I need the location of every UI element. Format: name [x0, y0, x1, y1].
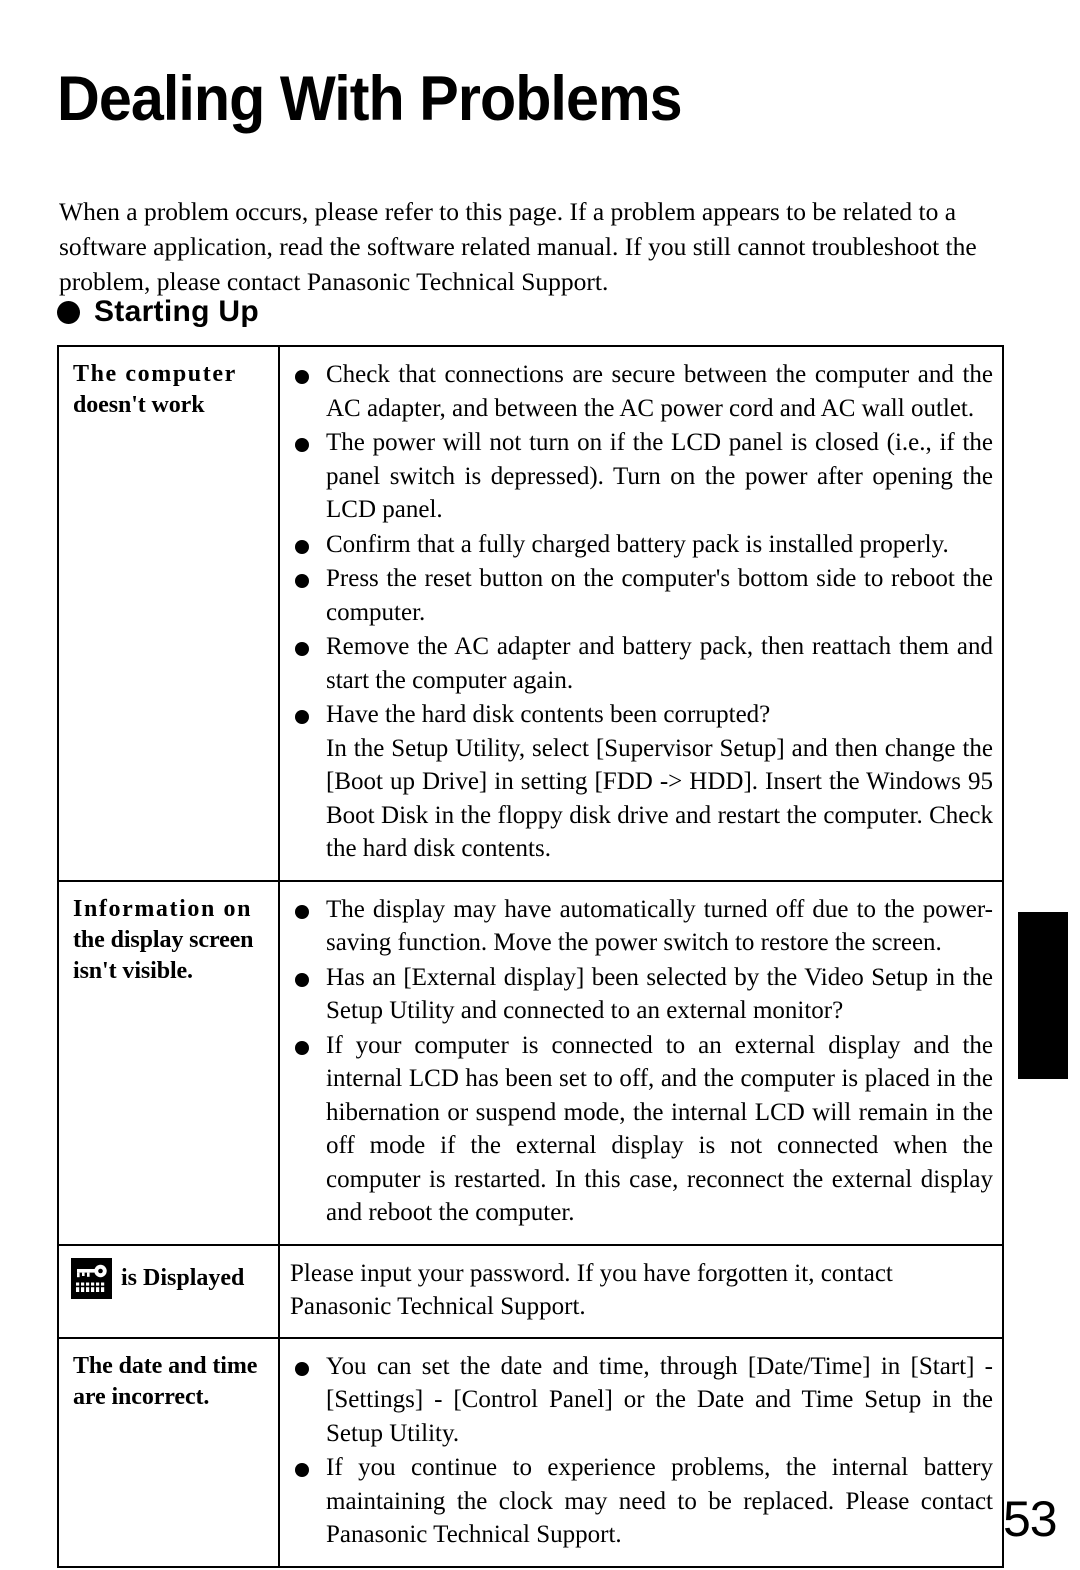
remedy-cell: [279, 1338, 1003, 1567]
symptom-text-line: is Displayed: [121, 1264, 245, 1291]
remedy-cell: [279, 881, 1003, 1245]
list-item: [290, 562, 993, 629]
list-item-text: The power will not turn on if the LCD panel is closed (i.e., if the panel switch is depressed). Turn on the power after opening the LCD panel.: [326, 429, 993, 523]
list-item-text: Have the hard disk contents been corrupted?: [326, 701, 771, 728]
section-heading-label: Starting Up: [94, 295, 259, 328]
list-item: [290, 358, 993, 425]
remedy-text: Please input your password. If you have forgotten it, contact Panasonic Technical Support.: [290, 1259, 893, 1320]
chapter-index-tab: [1018, 912, 1068, 1079]
remedy-cell: [279, 1245, 1003, 1338]
list-item: [290, 1350, 993, 1451]
intro-paragraph: When a problem occurs, please refer to this page. If a problem appears to be related to a software application, read the software related manual. If you still cannot troubleshoot the problem, please contact Panasonic Technical Support.: [59, 196, 977, 296]
symptom-text-line: Information on: [73, 895, 253, 922]
list-item: [290, 528, 993, 562]
list-item-text: Confirm that a fully charged battery pack is installed properly.: [326, 530, 949, 558]
list-item-text: Check that connections are secure between the computer and the AC adapter, and between the AC power cord and AC wall outlet.: [326, 361, 993, 422]
list-item-text: The display may have automatically turned off due to the power-saving function. Move the power switch to restore the screen.: [326, 895, 993, 956]
list-item: [290, 426, 993, 527]
page-title: Dealing With Problems: [57, 64, 682, 135]
symptom-text-line: doesn't work: [73, 392, 205, 418]
list-item-continuation: In the Setup Utility, select [Supervisor Setup] and then change the [Boot up Drive] in setting [FDD -> HDD]. Insert the Windows 95 Boot Disk in the floppy disk drive and restart the computer. Check the hard disk contents.: [326, 734, 993, 862]
list-item: [290, 893, 993, 960]
symptom-cell: [58, 1245, 279, 1338]
symptom-text-line: are incorrect.: [73, 1383, 210, 1410]
list-item-text: You can set the date and time, through [Date/Time] in [Start] - [Settings] - [Control Panel] or the Date and Time Setup in the Setup Utility.: [326, 1352, 993, 1447]
list-item-text: If your computer is connected to an external display and the internal LCD has been set to off, and the computer is placed in the hibernation or suspend mode, the internal LCD will remain in the off mode if the external display is not connected when the computer is restarted. In this case, reconnect the external display and reboot the computer.: [326, 1031, 993, 1226]
list-item-text: Press the reset button on the computer's bottom side to reboot the computer.: [326, 565, 993, 626]
table-row: [58, 346, 1003, 881]
table-row: [58, 1338, 1003, 1567]
symptom-cell: [58, 1338, 279, 1567]
remedy-cell: [279, 346, 1003, 881]
troubleshooting-table: [57, 345, 1004, 1568]
list-item-text: Has an [External display] been selected by the Video Setup in the Setup Utility and connected to an external monitor?: [326, 963, 993, 1024]
table-row: [58, 1245, 1003, 1338]
page-number: 53: [1003, 1491, 1057, 1547]
list-item: [290, 961, 993, 1028]
table-row: [58, 881, 1003, 1245]
symptom-text-line: isn't visible.: [73, 957, 193, 984]
remedy-bullet-list: [290, 893, 993, 1230]
password-key-icon: [71, 1258, 112, 1299]
list-item-text: Remove the AC adapter and battery pack, then reattach them and start the computer again.: [326, 633, 993, 694]
remedy-bullet-list: [290, 1350, 993, 1552]
symptom-text-line: The date and time: [73, 1352, 258, 1379]
list-item: [290, 1451, 993, 1552]
symptom-cell: [58, 881, 279, 1245]
section-heading-starting-up: [57, 295, 259, 329]
remedy-bullet-list: [290, 358, 993, 866]
list-item-text: If you continue to experience problems, the internal battery maintaining the clock may need to be replaced. Please contact Panasonic Technical Support.: [326, 1454, 993, 1548]
symptom-cell: [58, 346, 279, 881]
symptom-text-line: the display screen: [73, 926, 254, 953]
list-item: [290, 1029, 993, 1230]
list-item: [290, 630, 993, 697]
list-item: [290, 698, 993, 866]
symptom-text-line: The computer: [73, 361, 237, 387]
filled-circle-icon: [57, 301, 80, 324]
